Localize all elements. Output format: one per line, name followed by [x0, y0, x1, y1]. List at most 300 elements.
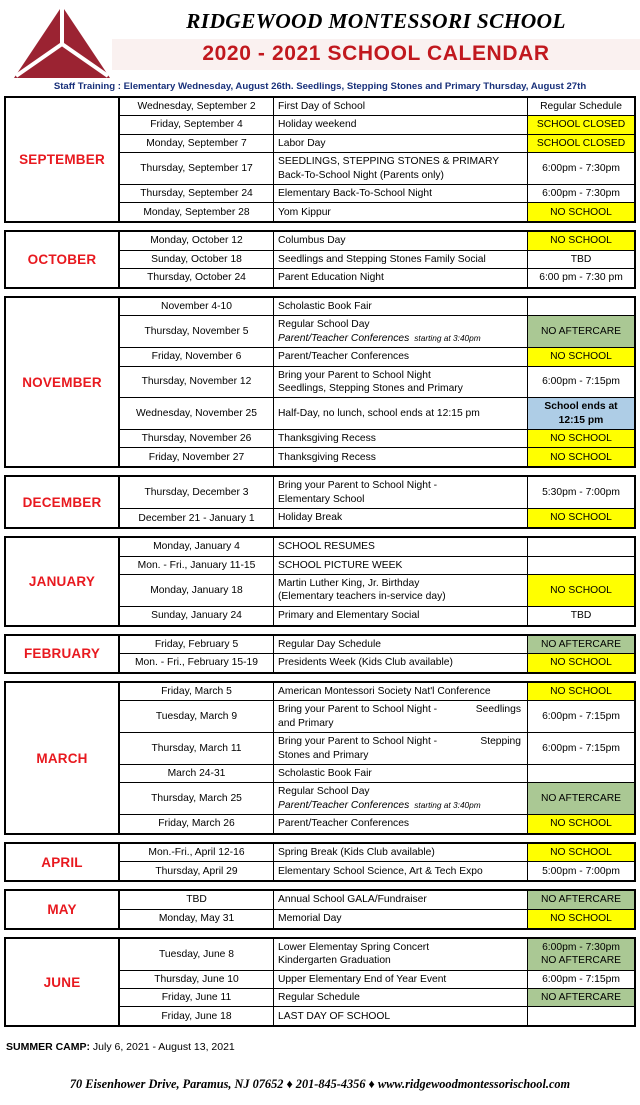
- row-event-text: Regular Day Schedule: [278, 638, 382, 650]
- row-event-line: [278, 638, 527, 651]
- month-block: [4, 230, 636, 289]
- row-event-text: Yom Kippur: [278, 206, 331, 218]
- calendar-row: [120, 398, 634, 430]
- row-event-text: Holiday Break: [278, 512, 343, 524]
- calendar-row: [120, 367, 634, 399]
- row-date: Wednesday, November 25: [120, 398, 274, 429]
- calendar-row: [120, 298, 634, 316]
- row-status-line: 5:00pm - 7:00pm: [542, 865, 620, 877]
- status-badge: [528, 683, 634, 700]
- row-event-line: [278, 169, 527, 182]
- month-label: MAY: [47, 902, 77, 918]
- row-event: [274, 98, 528, 115]
- row-event: [274, 844, 528, 861]
- month-block: [4, 96, 636, 223]
- row-event: [274, 477, 528, 508]
- month-label-cell: [6, 891, 120, 927]
- page-header: [0, 0, 640, 96]
- row-date: Monday, October 12: [120, 232, 274, 249]
- row-event-line: [278, 369, 527, 382]
- row-event-line: [278, 234, 527, 247]
- calendar-row: [120, 783, 634, 815]
- status-badge: [528, 348, 634, 365]
- row-status: [528, 185, 634, 202]
- row-status-line: 5:30pm - 7:00pm: [542, 487, 620, 499]
- row-status-line: NO AFTERCARE: [540, 894, 622, 906]
- status-badge: [528, 430, 634, 447]
- row-date: Friday, September 4: [120, 116, 274, 133]
- row-status-line: TBD: [570, 253, 592, 265]
- row-status-line: SCHOOL CLOSED: [536, 137, 626, 149]
- row-event-text: Scholastic Book Fair: [278, 767, 372, 779]
- calendar-row: [120, 575, 634, 607]
- row-date: Mon.-Fri., April 12-16: [120, 844, 274, 861]
- row-date: Thursday, September 24: [120, 185, 274, 202]
- row-event-line: [278, 382, 527, 395]
- month-label-cell: [6, 232, 120, 287]
- row-status: [528, 557, 634, 574]
- status-badge: [528, 939, 634, 970]
- month-rows: [120, 538, 634, 625]
- row-date: Mon. - Fri., February 15-19: [120, 654, 274, 672]
- month-label: MARCH: [36, 750, 88, 766]
- calendar-row: [120, 636, 634, 654]
- row-event-line: [278, 1010, 527, 1023]
- row-date: Thursday, September 17: [120, 153, 274, 184]
- month-block: [4, 475, 636, 529]
- row-status: [528, 607, 634, 625]
- row-event: [274, 557, 528, 574]
- calendar-row: [120, 557, 634, 575]
- status-badge: [528, 815, 634, 833]
- calendar-row: [120, 98, 634, 116]
- status-badge: [528, 575, 634, 606]
- row-event-text: and Primary: [278, 717, 334, 729]
- row-event-line: [278, 137, 527, 150]
- row-status-line: 12:15 pm: [558, 414, 604, 426]
- row-event-text: Elementary Back-To-School Night: [278, 187, 432, 199]
- row-event: [274, 765, 528, 782]
- row-status-line: 6:00pm - 7:15pm: [542, 711, 620, 723]
- status-badge: [528, 116, 634, 133]
- row-event-text: Spring Break (Kids Club available): [278, 847, 435, 858]
- row-event-text: Regular Schedule: [278, 991, 360, 1003]
- month-block: [4, 889, 636, 929]
- row-status-line: NO SCHOOL: [550, 818, 612, 830]
- row-date: Friday, February 5: [120, 636, 274, 653]
- month-block: [4, 681, 636, 835]
- month-label: DECEMBER: [22, 494, 102, 510]
- calendar-row: [120, 844, 634, 862]
- row-date: Monday, May 31: [120, 910, 274, 928]
- status-badge: [528, 135, 634, 152]
- row-date: Wednesday, September 2: [120, 98, 274, 115]
- row-event-line: [278, 479, 527, 492]
- row-date: Thursday, June 10: [120, 971, 274, 988]
- row-status-line: NO AFTERCARE: [540, 326, 622, 338]
- row-event-line: [278, 432, 527, 445]
- row-date: Thursday, November 5: [120, 316, 274, 347]
- row-event-line: [278, 187, 527, 200]
- row-event-text: Memorial Day: [278, 913, 342, 925]
- row-event-line: [278, 271, 527, 284]
- row-event-line: [278, 785, 527, 798]
- row-event-text: Stones and Primary: [278, 749, 369, 761]
- row-event-line: [278, 609, 527, 622]
- status-badge: [528, 891, 634, 908]
- month-label-cell: [6, 298, 120, 466]
- month-block: [4, 296, 636, 468]
- row-event: [274, 989, 528, 1006]
- row-event-line: [278, 991, 527, 1004]
- calendar-body: [0, 96, 640, 1027]
- row-event: [274, 891, 528, 908]
- row-date: Monday, September 28: [120, 203, 274, 221]
- month-label: SEPTEMBER: [19, 152, 105, 168]
- row-status: [528, 538, 634, 555]
- row-event: [274, 636, 528, 653]
- row-event-text: Regular School Day: [278, 319, 370, 331]
- row-event: [274, 509, 528, 527]
- row-event: [274, 654, 528, 672]
- calendar-row: [120, 232, 634, 250]
- month-rows: [120, 477, 634, 527]
- row-status-line: 6:00pm - 7:30pm: [542, 941, 620, 953]
- row-status-line: NO SCHOOL: [550, 584, 612, 596]
- school-name: RIDGEWOOD MONTESSORI SCHOOL: [186, 9, 566, 33]
- month-rows: [120, 844, 634, 880]
- row-event: [274, 430, 528, 447]
- row-event-text: Seedlings, Stepping Stones and Primary: [278, 382, 463, 394]
- row-event-text: Parent/Teacher Conferences: [278, 818, 410, 830]
- row-event-text: Scholastic Book Fair: [278, 301, 372, 312]
- row-status: [528, 862, 634, 880]
- row-date: Friday, June 18: [120, 1007, 274, 1025]
- row-event: [274, 203, 528, 221]
- status-badge: [528, 844, 634, 861]
- staff-training-note: Staff Training : Elementary Wednesday, August 26th. Seedlings, Stepping Stones and Primary Thursday, August 27th: [53, 81, 587, 92]
- row-status-line: NO SCHOOL: [550, 206, 612, 218]
- calendar-row: [120, 203, 634, 221]
- row-status: [528, 971, 634, 988]
- summer-camp-line: [6, 1034, 634, 1053]
- row-event-text: Parent Education Night: [278, 272, 384, 284]
- row-event-text: Bring your Parent to School Night -: [278, 480, 438, 492]
- month-rows: [120, 298, 634, 466]
- status-badge: [528, 636, 634, 653]
- row-status-line: 6:00pm - 7:15pm: [542, 742, 620, 754]
- calendar-row: [120, 910, 634, 928]
- row-event: [274, 232, 528, 249]
- month-label-cell: [6, 683, 120, 833]
- row-date: Thursday, March 25: [120, 783, 274, 814]
- row-event-line: [278, 846, 527, 859]
- calendar-row: [120, 701, 634, 733]
- summer-camp-dates: July 6, 2021 - August 13, 2021: [90, 1041, 235, 1054]
- school-address: 70 Eisenhower Drive, Paramus, NJ 07652 ♦ 201-845-4356 ♦ www.ridgewoodmontessorischool.com: [69, 1077, 571, 1092]
- row-event: [274, 185, 528, 202]
- calendar-row: [120, 733, 634, 765]
- row-event-line: [278, 717, 527, 730]
- row-event-line: [278, 493, 527, 506]
- row-status-line: 6:00 pm - 7:30 pm: [539, 272, 623, 284]
- row-event-line: [278, 100, 527, 113]
- row-date: Thursday, December 3: [120, 477, 274, 508]
- page-footer: [0, 1034, 640, 1092]
- month-rows: [120, 939, 634, 1026]
- row-date: Monday, January 4: [120, 538, 274, 555]
- month-label: FEBRUARY: [23, 646, 101, 662]
- calendar-row: [120, 477, 634, 509]
- row-event-line: [278, 559, 527, 572]
- row-event-line: [278, 893, 527, 906]
- row-event: [274, 116, 528, 133]
- row-event-line: [278, 941, 527, 954]
- row-event-line: [278, 590, 527, 603]
- row-event: [274, 153, 528, 184]
- row-event-text: Upper Elementary End of Year Event: [278, 973, 447, 985]
- row-event-text: Kindergarten Graduation: [278, 955, 391, 967]
- month-label: JANUARY: [28, 573, 96, 589]
- row-event-text: Seedlings and Stepping Stones Family Social: [278, 253, 486, 265]
- row-status: [528, 701, 634, 732]
- row-status-line: NO SCHOOL: [550, 657, 612, 669]
- row-event-line: [278, 118, 527, 131]
- row-event-line: [278, 973, 527, 986]
- status-badge: [528, 783, 634, 814]
- row-event-text: Bring your Parent to School Night -: [278, 704, 438, 716]
- row-event-line: [278, 912, 527, 925]
- row-status-line: NO SCHOOL: [550, 451, 612, 463]
- status-badge: [528, 203, 634, 221]
- row-status-line: TBD: [570, 609, 592, 621]
- month-label: OCTOBER: [27, 252, 97, 268]
- row-event-line: [278, 511, 527, 524]
- row-event-text: Parent/Teacher Conferences: [278, 799, 410, 811]
- row-event-text: American Montessori Society Nat'l Conference: [278, 686, 491, 697]
- row-date: TBD: [120, 891, 274, 908]
- month-label: APRIL: [41, 854, 83, 870]
- row-status-line: NO SCHOOL: [550, 913, 612, 925]
- row-event: [274, 862, 528, 880]
- row-event-line: [278, 577, 527, 590]
- row-event-line: [278, 253, 527, 266]
- row-status-line: NO SCHOOL: [550, 512, 612, 524]
- row-date: Sunday, January 24: [120, 607, 274, 625]
- row-event-text: Holiday weekend: [278, 119, 357, 131]
- status-badge: [528, 910, 634, 928]
- calendar-title-banner: [112, 39, 640, 70]
- row-status: [528, 98, 634, 115]
- row-event-text: Labor Day: [278, 137, 326, 149]
- row-date: Thursday, April 29: [120, 862, 274, 880]
- month-rows: [120, 232, 634, 287]
- month-block: [4, 842, 636, 882]
- row-event-group: Stepping: [480, 736, 521, 748]
- calendar-title: 2020 - 2021 SCHOOL CALENDAR: [202, 42, 550, 65]
- row-status: [528, 269, 634, 287]
- row-event-text: SCHOOL RESUMES: [278, 541, 375, 553]
- row-event: [274, 971, 528, 988]
- row-event: [274, 398, 528, 429]
- triangle-logo-icon: [12, 4, 112, 80]
- row-event-text: Bring your Parent to School Night -: [278, 736, 438, 748]
- row-status: [528, 251, 634, 268]
- row-event: [274, 783, 528, 814]
- row-event-line: [278, 656, 527, 669]
- row-status-line: Regular Schedule: [540, 101, 622, 112]
- calendar-row: [120, 135, 634, 153]
- row-event: [274, 939, 528, 970]
- status-badge: [528, 316, 634, 347]
- summer-camp-label: SUMMER CAMP:: [6, 1041, 90, 1054]
- row-event-text: Regular School Day: [278, 786, 370, 798]
- row-event-text: SEEDLINGS, STEPPING STONES & PRIMARY: [278, 156, 500, 168]
- row-status: [528, 733, 634, 764]
- row-event-group: Seedlings: [475, 704, 521, 716]
- row-status-line: 6:00pm - 7:30pm: [542, 162, 620, 174]
- row-status: [528, 477, 634, 508]
- row-event-text: SCHOOL PICTURE WEEK: [278, 559, 403, 571]
- status-badge: [528, 398, 634, 429]
- row-event: [274, 367, 528, 398]
- row-event-line: [278, 685, 527, 698]
- row-event: [274, 607, 528, 625]
- row-date: March 24-31: [120, 765, 274, 782]
- row-status: [528, 153, 634, 184]
- row-event-text: Martin Luther King, Jr. Birthday: [278, 577, 420, 589]
- row-event-line: [278, 735, 527, 748]
- row-status: [528, 1007, 634, 1025]
- row-event-line: [278, 318, 527, 331]
- row-date: Friday, March 26: [120, 815, 274, 833]
- calendar-row: [120, 683, 634, 701]
- month-rows: [120, 891, 634, 927]
- month-label-cell: [6, 636, 120, 672]
- month-label-cell: [6, 538, 120, 625]
- row-event-line: [278, 300, 527, 313]
- row-event-text: Thanksgiving Recess: [278, 451, 376, 463]
- month-block: [4, 536, 636, 627]
- row-event: [274, 298, 528, 315]
- row-event-line: [278, 332, 527, 345]
- row-date: Thursday, November 12: [120, 367, 274, 398]
- row-event: [274, 348, 528, 365]
- month-label-cell: [6, 98, 120, 221]
- row-status-line: NO AFTERCARE: [540, 991, 622, 1003]
- calendar-row: [120, 251, 634, 269]
- row-event-text: Thanksgiving Recess: [278, 433, 376, 444]
- row-event-line: [278, 767, 527, 780]
- calendar-row: [120, 348, 634, 366]
- row-event-text: Elementary School Science, Art & Tech Expo: [278, 865, 483, 877]
- row-event-text: Annual School GALA/Fundraiser: [278, 894, 427, 906]
- calendar-row: [120, 153, 634, 185]
- row-event-line: [278, 703, 527, 716]
- row-event-text: (Elementary teachers in-service day): [278, 591, 446, 603]
- row-event: [274, 448, 528, 466]
- month-label-cell: [6, 939, 120, 1026]
- calendar-row: [120, 509, 634, 527]
- row-status-line: NO SCHOOL: [550, 686, 612, 697]
- calendar-row: [120, 185, 634, 203]
- status-badge: [528, 509, 634, 527]
- row-event-line: [278, 749, 527, 762]
- row-event-line: [278, 155, 527, 168]
- row-status-line: NO AFTERCARE: [540, 792, 622, 804]
- row-event: [274, 251, 528, 268]
- calendar-row: [120, 815, 634, 833]
- row-date: Thursday, October 24: [120, 269, 274, 287]
- calendar-row: [120, 538, 634, 556]
- row-status-line: 6:00pm - 7:30pm: [542, 187, 620, 199]
- row-event-text: Back-To-School Night (Parents only): [278, 169, 444, 181]
- row-date: Tuesday, March 9: [120, 701, 274, 732]
- row-status-line: 6:00pm - 7:15pm: [542, 376, 620, 388]
- row-event-text: Columbus Day: [278, 235, 346, 247]
- row-status: [528, 367, 634, 398]
- row-event-text: Lower Elementay Spring Concert: [278, 941, 430, 953]
- row-status: [528, 765, 634, 782]
- month-rows: [120, 636, 634, 672]
- row-event-text: Presidents Week (Kids Club available): [278, 657, 453, 669]
- row-event: [274, 538, 528, 555]
- row-date: Monday, January 18: [120, 575, 274, 606]
- calendar-row: [120, 654, 634, 672]
- row-date: Friday, June 11: [120, 989, 274, 1006]
- row-status-line: 6:00pm - 7:15pm: [542, 973, 620, 985]
- row-event-text: First Day of School: [278, 101, 365, 112]
- calendar-row: [120, 316, 634, 348]
- status-badge: [528, 232, 634, 249]
- row-event: [274, 575, 528, 606]
- row-event-line: [278, 407, 527, 420]
- calendar-row: [120, 607, 634, 625]
- calendar-row: [120, 765, 634, 783]
- month-block: [4, 634, 636, 674]
- row-event: [274, 910, 528, 928]
- row-event: [274, 815, 528, 833]
- row-event-note: starting at 3:40pm: [414, 799, 481, 810]
- title-block: [112, 0, 640, 70]
- row-date: November 4-10: [120, 298, 274, 315]
- status-badge: [528, 448, 634, 466]
- row-event-line: [278, 350, 527, 363]
- row-event-text: Primary and Elementary Social: [278, 609, 420, 621]
- calendar-row: [120, 1007, 634, 1025]
- row-event: [274, 701, 528, 732]
- calendar-row: [120, 891, 634, 909]
- row-status-line: School ends at: [544, 401, 618, 413]
- row-event-line: [278, 954, 527, 967]
- row-event-text: Elementary School: [278, 493, 365, 505]
- month-label-cell: [6, 477, 120, 527]
- calendar-row: [120, 448, 634, 466]
- row-event-line: [278, 817, 527, 830]
- status-badge: [528, 989, 634, 1006]
- calendar-row: [120, 269, 634, 287]
- row-status-line: NO SCHOOL: [550, 235, 612, 247]
- month-block: [4, 937, 636, 1028]
- month-label: JUNE: [43, 974, 81, 990]
- row-status-line: NO SCHOOL: [550, 847, 612, 858]
- calendar-row: [120, 971, 634, 989]
- row-date: December 21 - January 1: [120, 509, 274, 527]
- calendar-row: [120, 430, 634, 448]
- row-date: Thursday, November 26: [120, 430, 274, 447]
- month-label-cell: [6, 844, 120, 880]
- row-event: [274, 135, 528, 152]
